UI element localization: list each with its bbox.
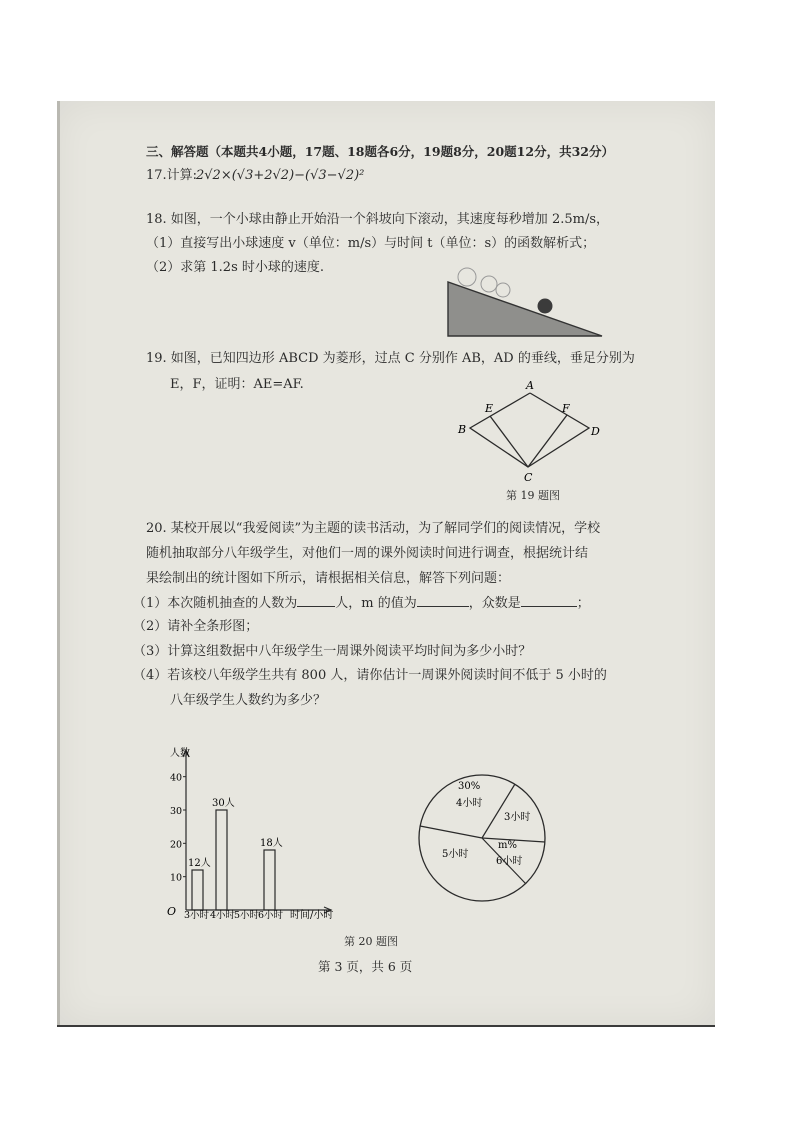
page-number: 第 3 页，共 6 页 xyxy=(318,959,413,974)
q20-part2: （2）请补全条形图； xyxy=(133,619,259,634)
pie-pct-4h: 30% xyxy=(458,781,481,792)
point-A: A xyxy=(526,379,534,392)
bar-category-label: 5小时 xyxy=(234,910,260,921)
q17-label: 17.计算: xyxy=(146,168,198,183)
segment-CF xyxy=(528,415,567,467)
point-C: C xyxy=(524,471,533,484)
slope-triangle xyxy=(448,282,602,336)
pie-label-6h: 6小时 xyxy=(496,856,523,867)
bar-category-label: 3小时 xyxy=(184,910,210,921)
bar-chart xyxy=(160,742,360,922)
q18-line3: （2）求第 1.2s 时小球的速度. xyxy=(146,260,325,275)
ghost-ball-1 xyxy=(458,268,476,286)
q20-part1 xyxy=(133,594,590,613)
bar-data-label: 18人 xyxy=(260,838,283,849)
blank-mode[interactable] xyxy=(521,594,577,607)
bar-data-label: 30人 xyxy=(212,798,235,809)
q17-expression: 2√2×(√3+2√2)−(√3−√2)² xyxy=(196,168,365,183)
bar-category-label: 6小时 xyxy=(258,910,284,921)
pie-divider-1 xyxy=(420,826,482,838)
bar-origin: O xyxy=(167,905,177,918)
y-tick-label: 40 xyxy=(170,772,183,784)
point-F: F xyxy=(562,402,570,415)
q20-part4a: （4）若该校八年级学生共有 800 人，请你估计一周课外阅读时间不低于 5 小时的 xyxy=(133,668,607,683)
pie-label-5h: 5小时 xyxy=(442,849,469,860)
y-tick-label: 10 xyxy=(170,872,183,884)
q20-part1-c: ，众数是 xyxy=(468,596,521,611)
rhombus-figure xyxy=(455,375,615,485)
point-E: E xyxy=(485,402,494,415)
bar-xlabel: 时间/小时 xyxy=(290,910,334,921)
point-D: D xyxy=(591,425,600,438)
q20-line2: 随机抽取部分八年级学生，对他们一周的课外阅读时间进行调查，根据统计结 xyxy=(146,546,589,561)
bar-4小时 xyxy=(216,810,227,910)
q19-line1: 19. 如图，已知四边形 ABCD 为菱形，过点 C 分别作 AB，AD 的垂线，垂足分别为 xyxy=(146,351,635,366)
q20-line1: 20. 某校开展以“我爱阅读”为主题的读书活动，为了解同学们的阅读情况，学校 xyxy=(146,521,601,536)
bar-data-label: 12人 xyxy=(188,858,211,869)
blank-total[interactable] xyxy=(297,594,335,607)
q20-line3: 果绘制出的统计图如下所示，请根据相关信息，解答下列问题： xyxy=(146,571,511,586)
y-tick-label: 30 xyxy=(170,806,183,817)
section-heading: 三、解答题（本题共4小题，17题、18题各6分，19题8分，20题12分，共32分） xyxy=(146,144,614,159)
ghost-ball-3 xyxy=(496,283,510,297)
pie-label-3h: 3小时 xyxy=(504,812,531,823)
q20-part1-d: ； xyxy=(576,596,590,611)
ball xyxy=(538,299,553,314)
slope-figure xyxy=(440,266,610,342)
q20-part3: （3）计算这组数据中八年级学生一周课外阅读平均时间为多少小时？ xyxy=(133,644,532,659)
q19-line2: E，F，证明：AE=AF. xyxy=(170,377,304,392)
pie-pct-6h: m% xyxy=(498,840,517,851)
q19-caption: 第 19 题图 xyxy=(506,489,560,502)
segment-CE xyxy=(490,416,528,467)
point-B: B xyxy=(458,423,467,436)
bar-3小时 xyxy=(192,870,203,910)
pie-divider-2 xyxy=(482,784,515,838)
q20-part1-a: （1）本次随机抽查的人数为 xyxy=(133,596,298,611)
bar-category-label: 4小时 xyxy=(210,910,236,921)
q18-line1: 18. 如图，一个小球由静止开始沿一个斜坡向下滚动，其速度每秒增加 2.5m/s， xyxy=(146,212,609,227)
q20-caption: 第 20 题图 xyxy=(344,935,398,948)
ghost-ball-2 xyxy=(481,276,497,292)
bar-ylabel: 人数 xyxy=(170,748,190,759)
q20-part4b: 八年级学生人数约为多少？ xyxy=(170,693,327,708)
pie-chart xyxy=(412,768,552,908)
q20-part1-b: 人，m 的值为 xyxy=(335,596,417,611)
sheet-edge xyxy=(57,101,60,1025)
bar-6小时 xyxy=(264,850,275,910)
y-tick-label: 20 xyxy=(170,839,183,851)
q18-line2: （1）直接写出小球速度 v（单位：m/s）与时间 t（单位：s）的函数解析式； xyxy=(146,236,596,251)
blank-m[interactable] xyxy=(417,594,469,607)
pie-label-4h: 4小时 xyxy=(456,798,483,809)
